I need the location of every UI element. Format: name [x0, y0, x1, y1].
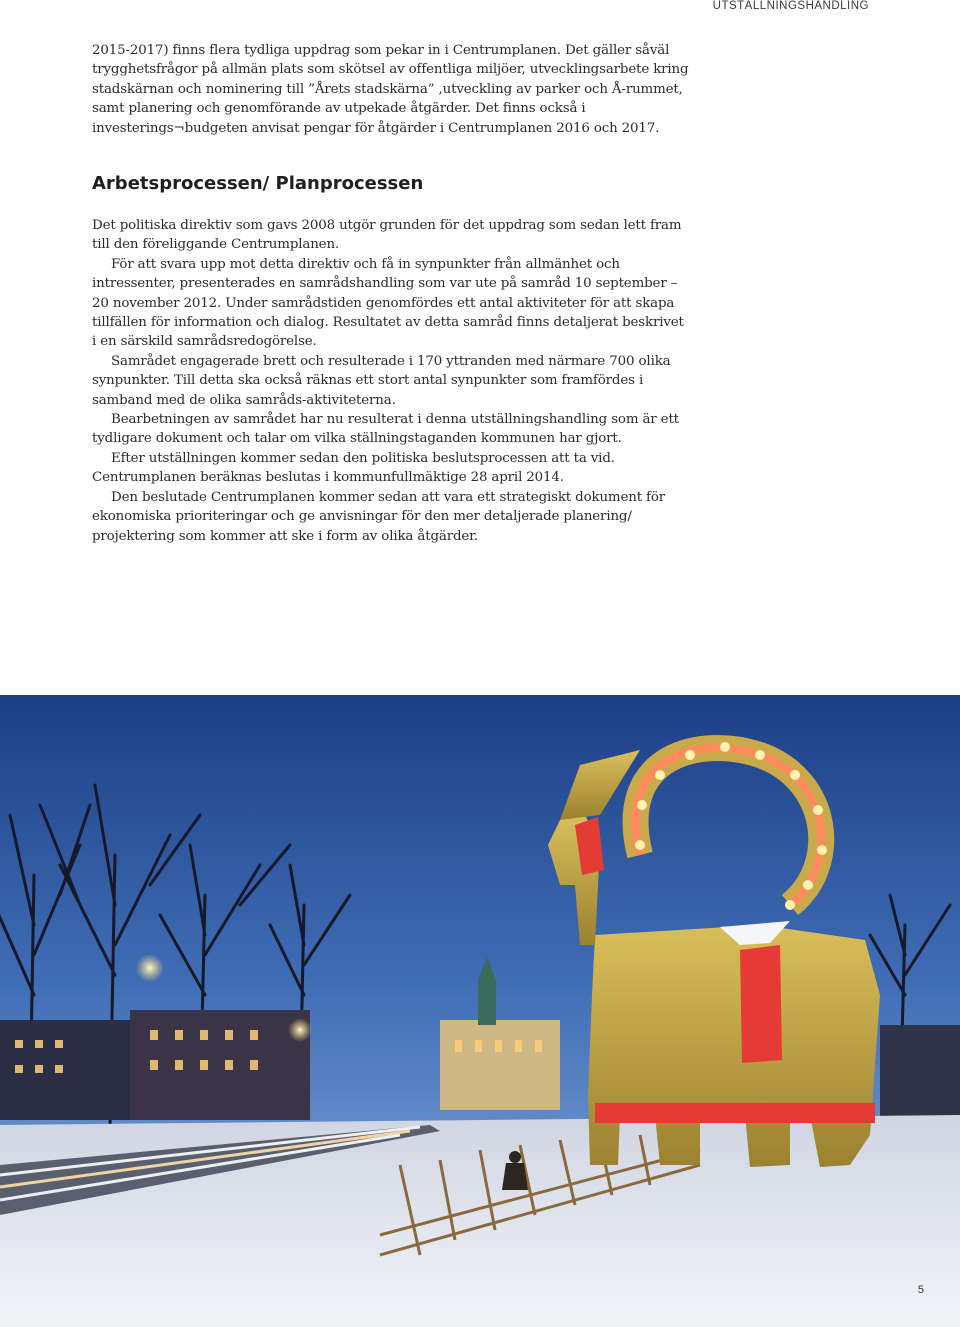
photo-straw-goat	[0, 695, 960, 1327]
snowy-ground	[0, 1115, 960, 1327]
paragraph: Bearbetningen av samrådet har nu resulterat i denna utställningshandling som är ett tydligare dokument och talar om vilka ställningstaganden kommunen har gjort.	[92, 412, 679, 447]
section-body	[92, 216, 692, 546]
paragraph: Samrådet engagerade brett och resulterade i 170 yttranden med närmare 700 olika synpunkter. Till detta ska också räknas ett stort antal synpunkter som framfördes i samband med de olika samråds-aktiviteterna.	[92, 353, 671, 408]
page-number: 5	[917, 1284, 924, 1296]
street-lamp	[288, 1018, 312, 1042]
paragraph: För att svara upp mot detta direktiv och få in synpunkter från allmänhet och intressenter, presenterades en samrådshandling som var ute på samråd 10 september – 20 november 2012. Under samrådstiden genomfördes ett antal aktiviteter för att skapa tillfällen för information och dialog. Resultatet av detta samråd finns detaljerat beskrivet i en särskild samrådsredogörelse.	[92, 256, 684, 350]
running-header: UTSTÄLLNINGSHANDLING	[712, 0, 869, 12]
street-lamp	[136, 954, 164, 982]
paragraph: Det politiska direktiv som gavs 2008 utgör grunden för det uppdrag som sedan lett fram till den föreliggande Centrumplanen.	[92, 218, 682, 253]
intro-paragraph: 2015-2017) finns flera tydliga uppdrag som pekar in i Centrumplanen. Det gäller såväl trygghetsfrågor på allmän plats som skötsel av offentliga miljöer, utvecklingsarbete kring stadskärnan och nominering till ”Årets stadskärna” ,utveckling av parker och Å-rummet, samt planering och genomförande av utpekade åtgärder. Det finns också i investerings¬budgeten anvisat pengar för åtgärder i Centrumplanen 2016 och 2017.	[92, 43, 689, 136]
paragraph: Den beslutade Centrumplanen kommer sedan att vara ett strategiskt dokument för ekonomiska prioriteringar och ge anvisningar för den mer detaljerade planering/ projektering som kommer att ske i form av olika åtgärder.	[92, 489, 666, 544]
section-heading: Arbetsprocessen/ Planprocessen	[92, 173, 424, 194]
paragraph: Efter utställningen kommer sedan den politiska beslutsprocessen att ta vid. Centrumplanen beräknas beslutas i kommunfullmäktige 28 april 2014.	[92, 450, 615, 486]
